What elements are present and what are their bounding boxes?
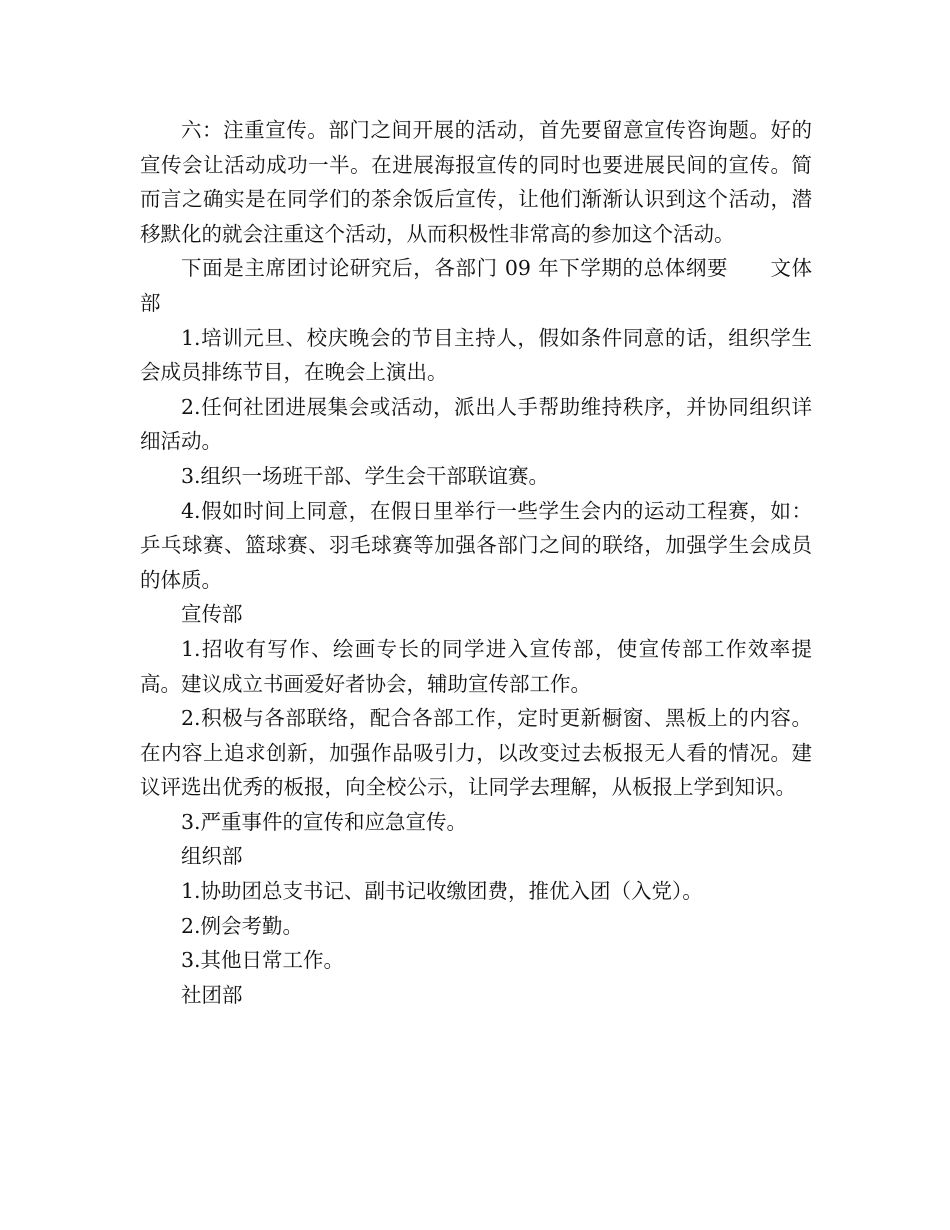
paragraph-publicity-item-2: 2.积极与各部联络，配合各部工作，定时更新橱窗、黑板上的内容。在内容上追求创新，加强作品吸引力，以改变过去板报无人看的情况。建议评选出优秀的板报，向全校公示，让同学去理解，从板报上学到知识。 [140, 706, 812, 800]
paragraph-sports-item-1: 1.培训元旦、校庆晚会的节目主持人，假如条件同意的话，组织学生会成员排练节目，在晚会上演出。 [140, 325, 812, 385]
paragraph-sports-item-4: 4.假如时间上同意，在假日里举行一些学生会内的运动工程赛，如：乒乓球赛、篮球赛、羽毛球赛等加强各部门之间的联络，加强学生会成员的体质。 [140, 498, 812, 592]
section-heading-organization: 组织部 [181, 844, 243, 869]
paragraph-sports-item-2: 2.任何社团进展集会或活动，派出人手帮助维持秩序，并协同组织详细活动。 [140, 394, 812, 454]
document-page [140, 113, 812, 1012]
paragraph-sports-item-3: 3.组织一场班干部、学生会干部联谊赛。 [181, 463, 550, 488]
paragraph-organization-item-3: 3.其他日常工作。 [181, 948, 345, 973]
section-heading-publicity: 宣传部 [181, 602, 243, 627]
paragraph-outline-intro: 下面是主席团讨论研究后，各部门 09 年下学期的总体纲要 文体部 [140, 256, 812, 315]
paragraph-publicity-item-3: 3.严重事件的宣传和应急宣传。 [181, 809, 468, 834]
paragraph-publicity-focus: 六：注重宣传。部门之间开展的活动，首先要留意宣传咨询题。好的宣传会让活动成功一半。在进展海报宣传的同时也要进展民间的宣传。简而言之确实是在同学们的茶余饭后宣传，让他们渐渐认识到这个活动，潜移默化的就会注重这个活动，从而积极性非常高的参加这个活动。 [140, 118, 812, 246]
section-heading-clubs: 社团部 [181, 982, 243, 1007]
paragraph-organization-item-2: 2.例会考勤。 [181, 913, 304, 938]
paragraph-organization-item-1: 1.协助团总支书记、副书记收缴团费，推优入团（入党）。 [181, 879, 703, 904]
paragraph-publicity-item-1: 1.招收有写作、绘画专长的同学进入宣传部，使宣传部工作效率提高。建议成立书画爱好者协会，辅助宣传部工作。 [140, 636, 812, 696]
